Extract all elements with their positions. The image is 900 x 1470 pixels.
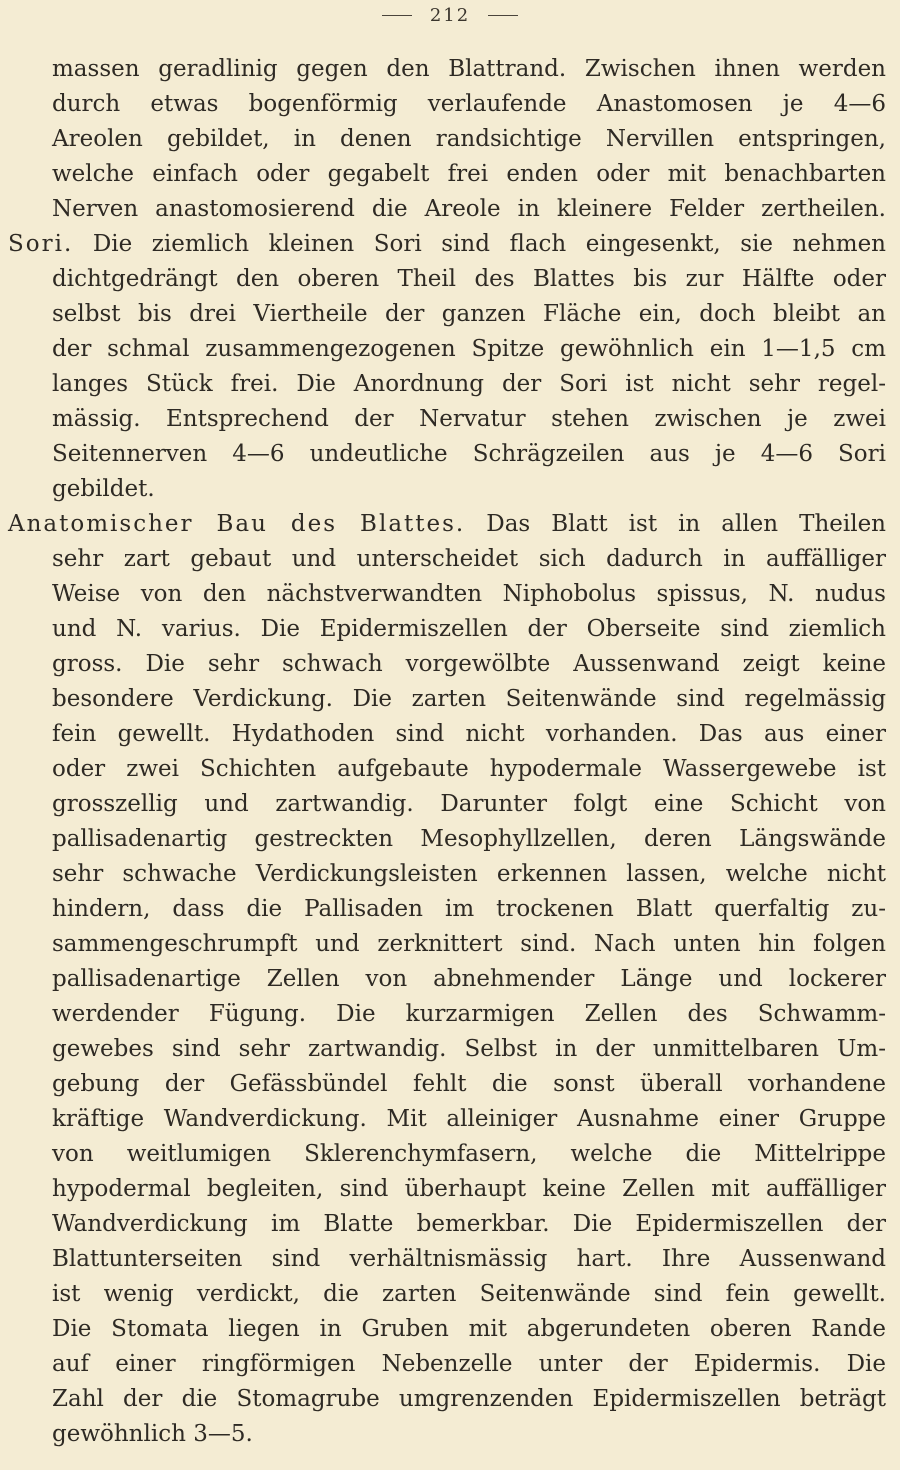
sori-first-line-text: Die ziemlich kleinen Sori sind flach eingesenkt, sie nehmen (92, 231, 886, 257)
text-line: dichtgedrängt den oberen Theil des Blattes bis zur Hälfte oder (52, 266, 886, 292)
text-line: hypodermal begleiten, sind überhaupt keine Zellen mit auffälliger (52, 1176, 886, 1202)
header-dash-left (382, 15, 412, 16)
anatomy-first-line (8, 507, 886, 542)
text-line: Wandverdickung im Blatte bemerkbar. Die Epidermiszellen der (52, 1211, 886, 1237)
text-line: besondere Verdickung. Die zarten Seitenwände sind regelmässig (52, 686, 886, 712)
text-line: pallisadenartige Zellen von abnehmender Länge und lockerer (52, 966, 886, 992)
text-line: gewebes sind sehr zartwandig. Selbst in der unmittelbaren Um- (52, 1036, 886, 1062)
text-line: Nerven anastomosierend die Areole in kleinere Felder zertheilen. (52, 196, 886, 222)
header-dash-right (488, 15, 518, 16)
text-line: oder zwei Schichten aufgebaute hypodermale Wassergewebe ist (52, 756, 886, 782)
text-line: sammengeschrumpft und zerknittert sind. Nach unten hin folgen (52, 931, 886, 957)
text-line: sehr schwache Verdickungsleisten erkennen lassen, welche nicht (52, 861, 886, 887)
text-line: grosszellig und zartwandig. Darunter folgt eine Schicht von (52, 791, 886, 817)
text-line: welche einfach oder gegabelt frei enden oder mit benachbarten (52, 161, 886, 187)
text-line: durch etwas bogenförmig verlaufende Anastomosen je 4—6 (52, 91, 886, 117)
text-line: mässig. Entsprechend der Nervatur stehen zwischen je zwei (52, 406, 886, 432)
text-line: Zahl der die Stomagrube umgrenzenden Epidermiszellen beträgt (52, 1386, 886, 1412)
page-number: 212 (429, 4, 471, 26)
text-line: gebung der Gefässbündel fehlt die sonst überall vorhandene (52, 1071, 886, 1097)
text-line: und N. varius. Die Epidermiszellen der Oberseite sind ziemlich (52, 616, 886, 642)
text-line: auf einer ringförmigen Nebenzelle unter der Epidermis. Die (52, 1351, 886, 1377)
text-line: gross. Die sehr schwach vorgewölbte Aussenwand zeigt keine (52, 651, 886, 677)
text-line: sehr zart gebaut und unterscheidet sich dadurch in auffälliger (52, 546, 886, 572)
text-line: kräftige Wandverdickung. Mit alleiniger Ausnahme einer Gruppe (52, 1106, 886, 1132)
text-line: der schmal zusammengezogenen Spitze gewöhnlich ein 1—1,5 cm (52, 336, 886, 362)
text-line: gebildet. (52, 476, 155, 502)
text-line: Weise von den nächstverwandten Niphobolus spissus, N. nudus (52, 581, 886, 607)
anatomy-heading: Anatomischer Bau des Blattes. (8, 511, 466, 537)
text-line: Areolen gebildet, in denen randsichtige Nervillen entspringen, (52, 126, 886, 152)
sori-heading: Sori. (8, 231, 74, 257)
text-line: Seitennerven 4—6 undeutliche Schrägzeilen aus je 4—6 Sori (52, 441, 886, 467)
text-line: Die Stomata liegen in Gruben mit abgerundeten oberen Rande (52, 1316, 886, 1342)
text-line: selbst bis drei Viertheile der ganzen Fläche ein, doch bleibt an (52, 301, 886, 327)
text-line: werdender Fügung. Die kurzarmigen Zellen des Schwamm- (52, 1001, 886, 1027)
text-line: pallisadenartig gestreckten Mesophyllzellen, deren Längswände (52, 826, 886, 852)
text-line: massen geradlinig gegen den Blattrand. Zwischen ihnen werden (52, 56, 886, 82)
text-line: langes Stück frei. Die Anordnung der Sori ist nicht sehr regel- (52, 371, 886, 397)
text-line: Blattunterseiten sind verhältnismässig hart. Ihre Aussenwand (52, 1246, 886, 1272)
text-line: von weitlumigen Sklerenchymfasern, welche die Mittelrippe (52, 1141, 886, 1167)
text-line: ist wenig verdickt, die zarten Seitenwände sind fein gewellt. (52, 1281, 886, 1307)
sori-first-line (8, 227, 886, 262)
text-line: hindern, dass die Pallisaden im trockenen Blatt querfaltig zu- (52, 896, 886, 922)
text-line: fein gewellt. Hydathoden sind nicht vorhanden. Das aus einer (52, 721, 886, 747)
page-header (0, 2, 900, 28)
text-line: gewöhnlich 3—5. (52, 1421, 253, 1447)
anatomy-first-line-text: Das Blatt ist in allen Theilen (486, 511, 886, 537)
